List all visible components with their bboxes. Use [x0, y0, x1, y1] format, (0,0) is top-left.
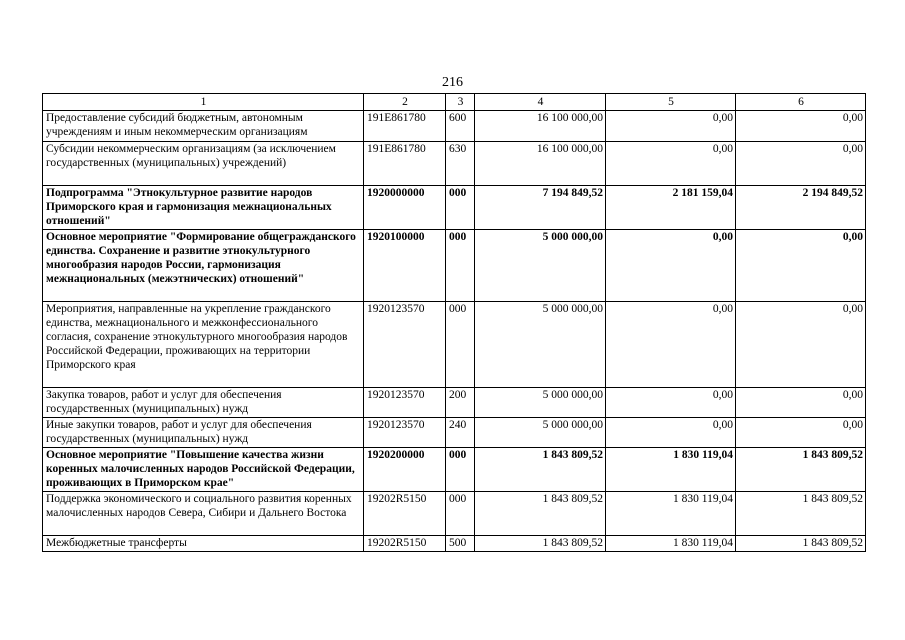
page-number: 216: [442, 75, 463, 90]
row-name: Мероприятия, направленные на укрепление гражданского единства, межнационального и межконфессионального согласия, сохранение этнокультурного многообразия народов Российской Федерации, проживающих на территории Приморского края: [43, 302, 364, 388]
table-row: [43, 186, 866, 230]
row-expense-type: 000: [446, 230, 475, 302]
row-expense-type: 500: [446, 536, 475, 552]
table-row: [43, 111, 866, 142]
row-name: Межбюджетные трансферты: [43, 536, 364, 552]
column-header: 1: [43, 94, 364, 111]
budget-table: [42, 93, 866, 552]
row-value-col4: 1 843 809,52: [475, 536, 606, 552]
row-value-col6: 0,00: [736, 230, 866, 302]
table-row: [43, 448, 866, 492]
row-value-col6: 0,00: [736, 302, 866, 388]
row-value-col4: 1 843 809,52: [475, 448, 606, 492]
row-expense-type: 000: [446, 186, 475, 230]
row-value-col5: 2 181 159,04: [606, 186, 736, 230]
table-header-row: [43, 94, 866, 111]
column-header: 2: [364, 94, 446, 111]
column-header: 3: [446, 94, 475, 111]
row-value-col4: 5 000 000,00: [475, 418, 606, 448]
row-expense-type: 240: [446, 418, 475, 448]
row-value-col5: 1 830 119,04: [606, 492, 736, 536]
row-value-col4: 5 000 000,00: [475, 388, 606, 418]
table-row: [43, 388, 866, 418]
row-target-code: 191E861780: [364, 111, 446, 142]
row-value-col5: 0,00: [606, 142, 736, 186]
row-value-col5: 1 830 119,04: [606, 448, 736, 492]
row-name: Подпрограмма "Этнокультурное развитие народов Приморского края и гармонизация межнациональных отношений": [43, 186, 364, 230]
row-name: Основное мероприятие "Повышение качества жизни коренных малочисленных народов Российской Федерации, проживающих в Приморском крае": [43, 448, 364, 492]
row-name: Субсидии некоммерческим организациям (за исключением государственных (муниципальных) учреждений): [43, 142, 364, 186]
row-value-col6: 0,00: [736, 111, 866, 142]
table-row: [43, 418, 866, 448]
row-value-col5: 0,00: [606, 230, 736, 302]
row-name: Иные закупки товаров, работ и услуг для обеспечения государственных (муниципальных) нужд: [43, 418, 364, 448]
row-value-col6: 0,00: [736, 418, 866, 448]
column-header: 5: [606, 94, 736, 111]
column-header: 6: [736, 94, 866, 111]
row-target-code: 19202R5150: [364, 492, 446, 536]
row-value-col5: 0,00: [606, 111, 736, 142]
row-value-col6: 1 843 809,52: [736, 448, 866, 492]
row-target-code: 1920123570: [364, 388, 446, 418]
table-row: [43, 142, 866, 186]
row-target-code: 191E861780: [364, 142, 446, 186]
row-target-code: 1920100000: [364, 230, 446, 302]
row-target-code: 1920200000: [364, 448, 446, 492]
row-target-code: 1920123570: [364, 302, 446, 388]
row-value-col6: 0,00: [736, 388, 866, 418]
row-value-col4: 16 100 000,00: [475, 111, 606, 142]
row-value-col4: 7 194 849,52: [475, 186, 606, 230]
column-header: 4: [475, 94, 606, 111]
row-value-col6: 1 843 809,52: [736, 536, 866, 552]
row-value-col4: 5 000 000,00: [475, 230, 606, 302]
row-expense-type: 000: [446, 492, 475, 536]
row-target-code: 1920000000: [364, 186, 446, 230]
row-value-col4: 5 000 000,00: [475, 302, 606, 388]
row-expense-type: 600: [446, 111, 475, 142]
row-value-col6: 1 843 809,52: [736, 492, 866, 536]
row-name: Закупка товаров, работ и услуг для обеспечения государственных (муниципальных) нужд: [43, 388, 364, 418]
table-row: [43, 492, 866, 536]
row-target-code: 1920123570: [364, 418, 446, 448]
row-target-code: 19202R5150: [364, 536, 446, 552]
row-name: Поддержка экономического и социального развития коренных малочисленных народов Севера, Сибири и Дальнего Востока: [43, 492, 364, 536]
row-value-col6: 2 194 849,52: [736, 186, 866, 230]
row-name: Предоставление субсидий бюджетным, автономным учреждениям и иным некоммерческим организациям: [43, 111, 364, 142]
table-row: [43, 302, 866, 388]
row-expense-type: 000: [446, 302, 475, 388]
row-expense-type: 630: [446, 142, 475, 186]
row-value-col4: 16 100 000,00: [475, 142, 606, 186]
row-expense-type: 000: [446, 448, 475, 492]
row-expense-type: 200: [446, 388, 475, 418]
row-value-col5: 1 830 119,04: [606, 536, 736, 552]
row-value-col6: 0,00: [736, 142, 866, 186]
row-name: Основное мероприятие "Формирование общегражданского единства. Сохранение и развитие этнокультурного многообразия народов России, гармонизация межнациональных (межэтнических) отношений": [43, 230, 364, 302]
row-value-col5: 0,00: [606, 388, 736, 418]
table-row: [43, 536, 866, 552]
row-value-col5: 0,00: [606, 418, 736, 448]
row-value-col5: 0,00: [606, 302, 736, 388]
table-row: [43, 230, 866, 302]
row-value-col4: 1 843 809,52: [475, 492, 606, 536]
